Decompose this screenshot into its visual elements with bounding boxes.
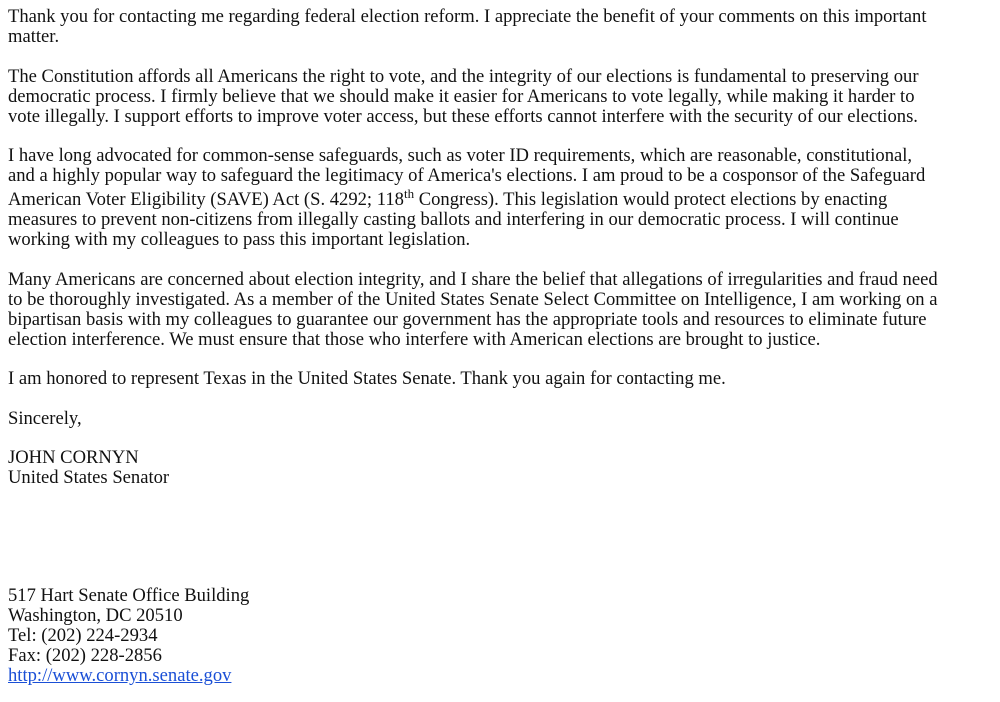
text-line: bipartisan basis with my colleagues to guarantee our government has the appropriate tools and resources to eliminate future <box>8 308 927 330</box>
telephone: Tel: (202) 224-2934 <box>8 625 158 646</box>
text-segment: American Voter Eligibility (SAVE) Act (S. 4292; 118 <box>8 189 404 210</box>
text-line: measures to prevent non-citizens from illegally casting ballots and interfering in our democratic process. I will continue <box>8 209 899 230</box>
city-address: Washington, DC 20510 <box>8 605 183 626</box>
text-line: working with my colleagues to pass this important legislation. <box>8 229 471 250</box>
signature-block <box>8 448 992 488</box>
address-block <box>8 586 992 686</box>
text-line: I am honored to represent Texas in the United States Senate. Thank you again for contacting me. <box>8 368 726 389</box>
text-line: Many Americans are concerned about election integrity, and I share the belief that allegations of irregularities and fraud need <box>8 268 938 290</box>
paragraph-constitution <box>8 67 992 127</box>
text-line: Thank you for contacting me regarding federal election reform. I appreciate the benefit of your comments on this important <box>8 6 927 27</box>
paragraph-intro <box>8 7 992 47</box>
text-segment: Congress). This legislation would protect elections by enacting <box>414 189 888 210</box>
paragraph-save-act <box>8 146 992 250</box>
paragraph-integrity <box>8 270 992 350</box>
text-line: I have long advocated for common-sense safeguards, such as voter ID requirements, which are reasonable, constitutional, <box>8 145 913 166</box>
office-address: 517 Hart Senate Office Building <box>8 585 250 606</box>
paragraph-thanks <box>8 369 992 389</box>
fax: Fax: (202) 228-2856 <box>8 645 162 666</box>
closing <box>8 409 992 429</box>
text-line: The Constitution affords all Americans the right to vote, and the integrity of our elections is fundamental to preserving our <box>8 65 919 87</box>
closing-text: Sincerely, <box>8 407 82 429</box>
text-line: democratic process. I firmly believe that we should make it easier for Americans to vote legally, while making it harder to <box>8 85 915 107</box>
text-line <box>8 186 992 210</box>
website-link[interactable]: http://www.cornyn.senate.gov <box>8 665 232 686</box>
text-line: matter. <box>8 26 60 47</box>
text-line: and a highly popular way to safeguard the legitimacy of America's elections. I am proud to be a cosponsor of the Safeguard <box>8 165 926 186</box>
signer-name: JOHN CORNYN <box>8 447 139 468</box>
text-line: vote illegally. I support efforts to improve voter access, but these efforts cannot interfere with the security of our elections. <box>8 105 918 127</box>
text-line: election interference. We must ensure that those who interfere with American elections are brought to justice. <box>8 328 821 350</box>
text-line: to be thoroughly investigated. As a member of the United States Senate Select Committee on Intelligence, I am working on a <box>8 288 938 310</box>
signer-title: United States Senator <box>8 467 170 488</box>
ordinal-superscript: th <box>403 186 415 201</box>
